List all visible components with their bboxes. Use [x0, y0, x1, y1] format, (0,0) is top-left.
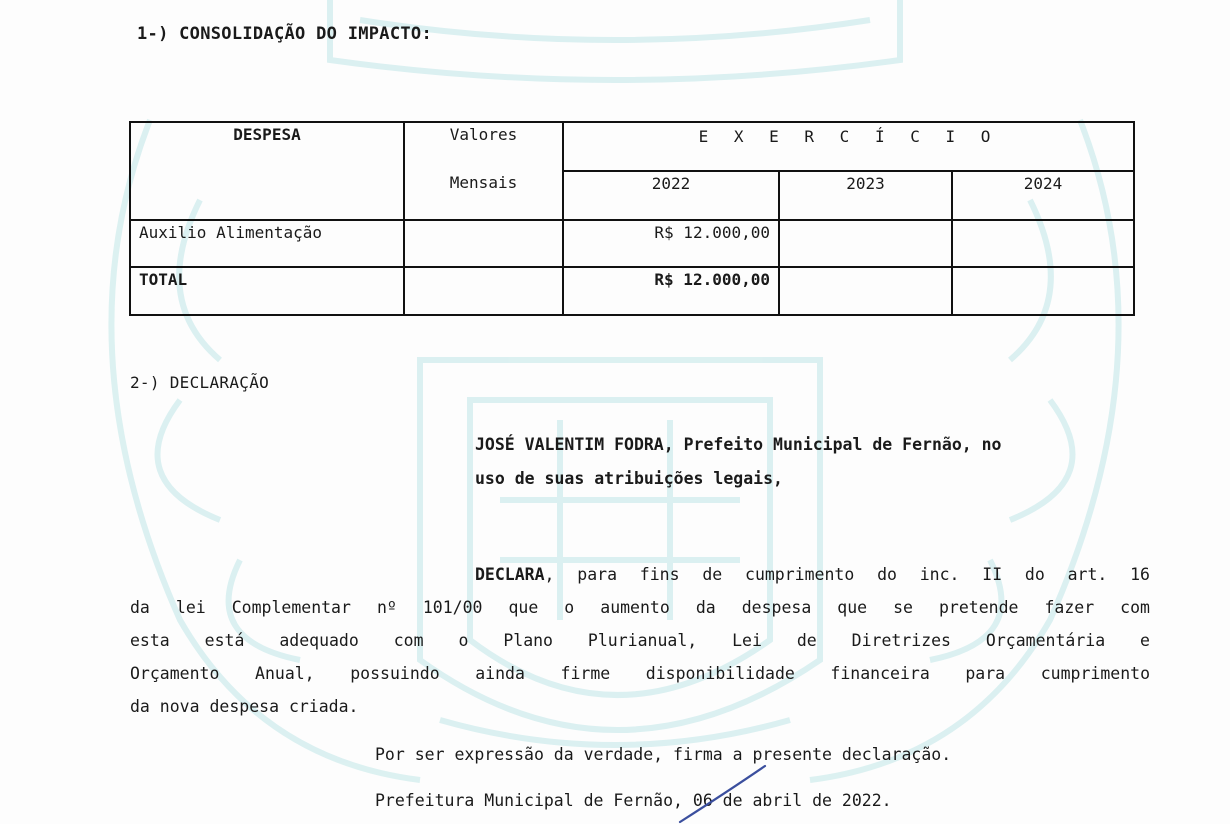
header-valores-line2: Mensais	[449, 173, 518, 192]
table-row	[130, 267, 1134, 315]
total-value-2022: R$ 12.000,00	[563, 267, 779, 315]
section1-heading: 1-) CONSOLIDAÇÃO DO IMPACTO:	[137, 24, 432, 44]
total-value-2024	[952, 267, 1134, 315]
header-year-2024: 2024	[952, 171, 1134, 220]
body-line-5: da nova despesa criada.	[130, 697, 359, 716]
row-value-2023	[779, 220, 952, 267]
header-despesa: DESPESA	[130, 122, 404, 220]
row-despesa: Auxilio Alimentação	[130, 220, 404, 267]
declaration-body	[130, 558, 1150, 723]
header-valores-line1: Valores	[449, 125, 518, 144]
declara-word: DECLARA	[475, 565, 545, 584]
body-line-3: esta está adequado com o Plano Plurianual, Lei de Diretrizes Orçamentária e	[130, 631, 1150, 650]
header-year-2023: 2023	[779, 171, 952, 220]
closing-statement: Por ser expressão da verdade, firma a presente declaração.	[375, 745, 952, 764]
header-valores	[404, 122, 563, 220]
intro-line-1: JOSÉ VALENTIM FODRA, Prefeito Municipal de Fernão, no	[475, 435, 1002, 454]
header-exercicio: E X E R C Í C I O	[563, 122, 1134, 171]
body-line-1-text: , para fins de cumprimento do inc. II do art. 16	[544, 565, 1150, 584]
impact-table	[129, 121, 1135, 316]
row-value-2022: R$ 12.000,00	[563, 220, 779, 267]
body-line-1	[130, 558, 1150, 591]
body-line-2: da lei Complementar nº 101/00 que o aumento da despesa que se pretende fazer com	[130, 598, 1150, 617]
total-label: TOTAL	[130, 267, 404, 315]
header-year-2022: 2022	[563, 171, 779, 220]
intro-line-2: uso de suas atribuições legais,	[475, 469, 783, 488]
place-and-date: Prefeitura Municipal de Fernão, 06 de abril de 2022.	[375, 791, 892, 810]
total-value-2023	[779, 267, 952, 315]
table-row	[130, 220, 1134, 267]
section2-heading: 2-) DECLARAÇÃO	[130, 373, 270, 392]
total-valores	[404, 267, 563, 315]
declaration-intro	[475, 428, 1135, 496]
body-line-4: Orçamento Anual, possuindo ainda firme disponibilidade financeira para cumprimento	[130, 664, 1150, 683]
row-valores	[404, 220, 563, 267]
row-value-2024	[952, 220, 1134, 267]
signature-stroke	[660, 760, 780, 824]
